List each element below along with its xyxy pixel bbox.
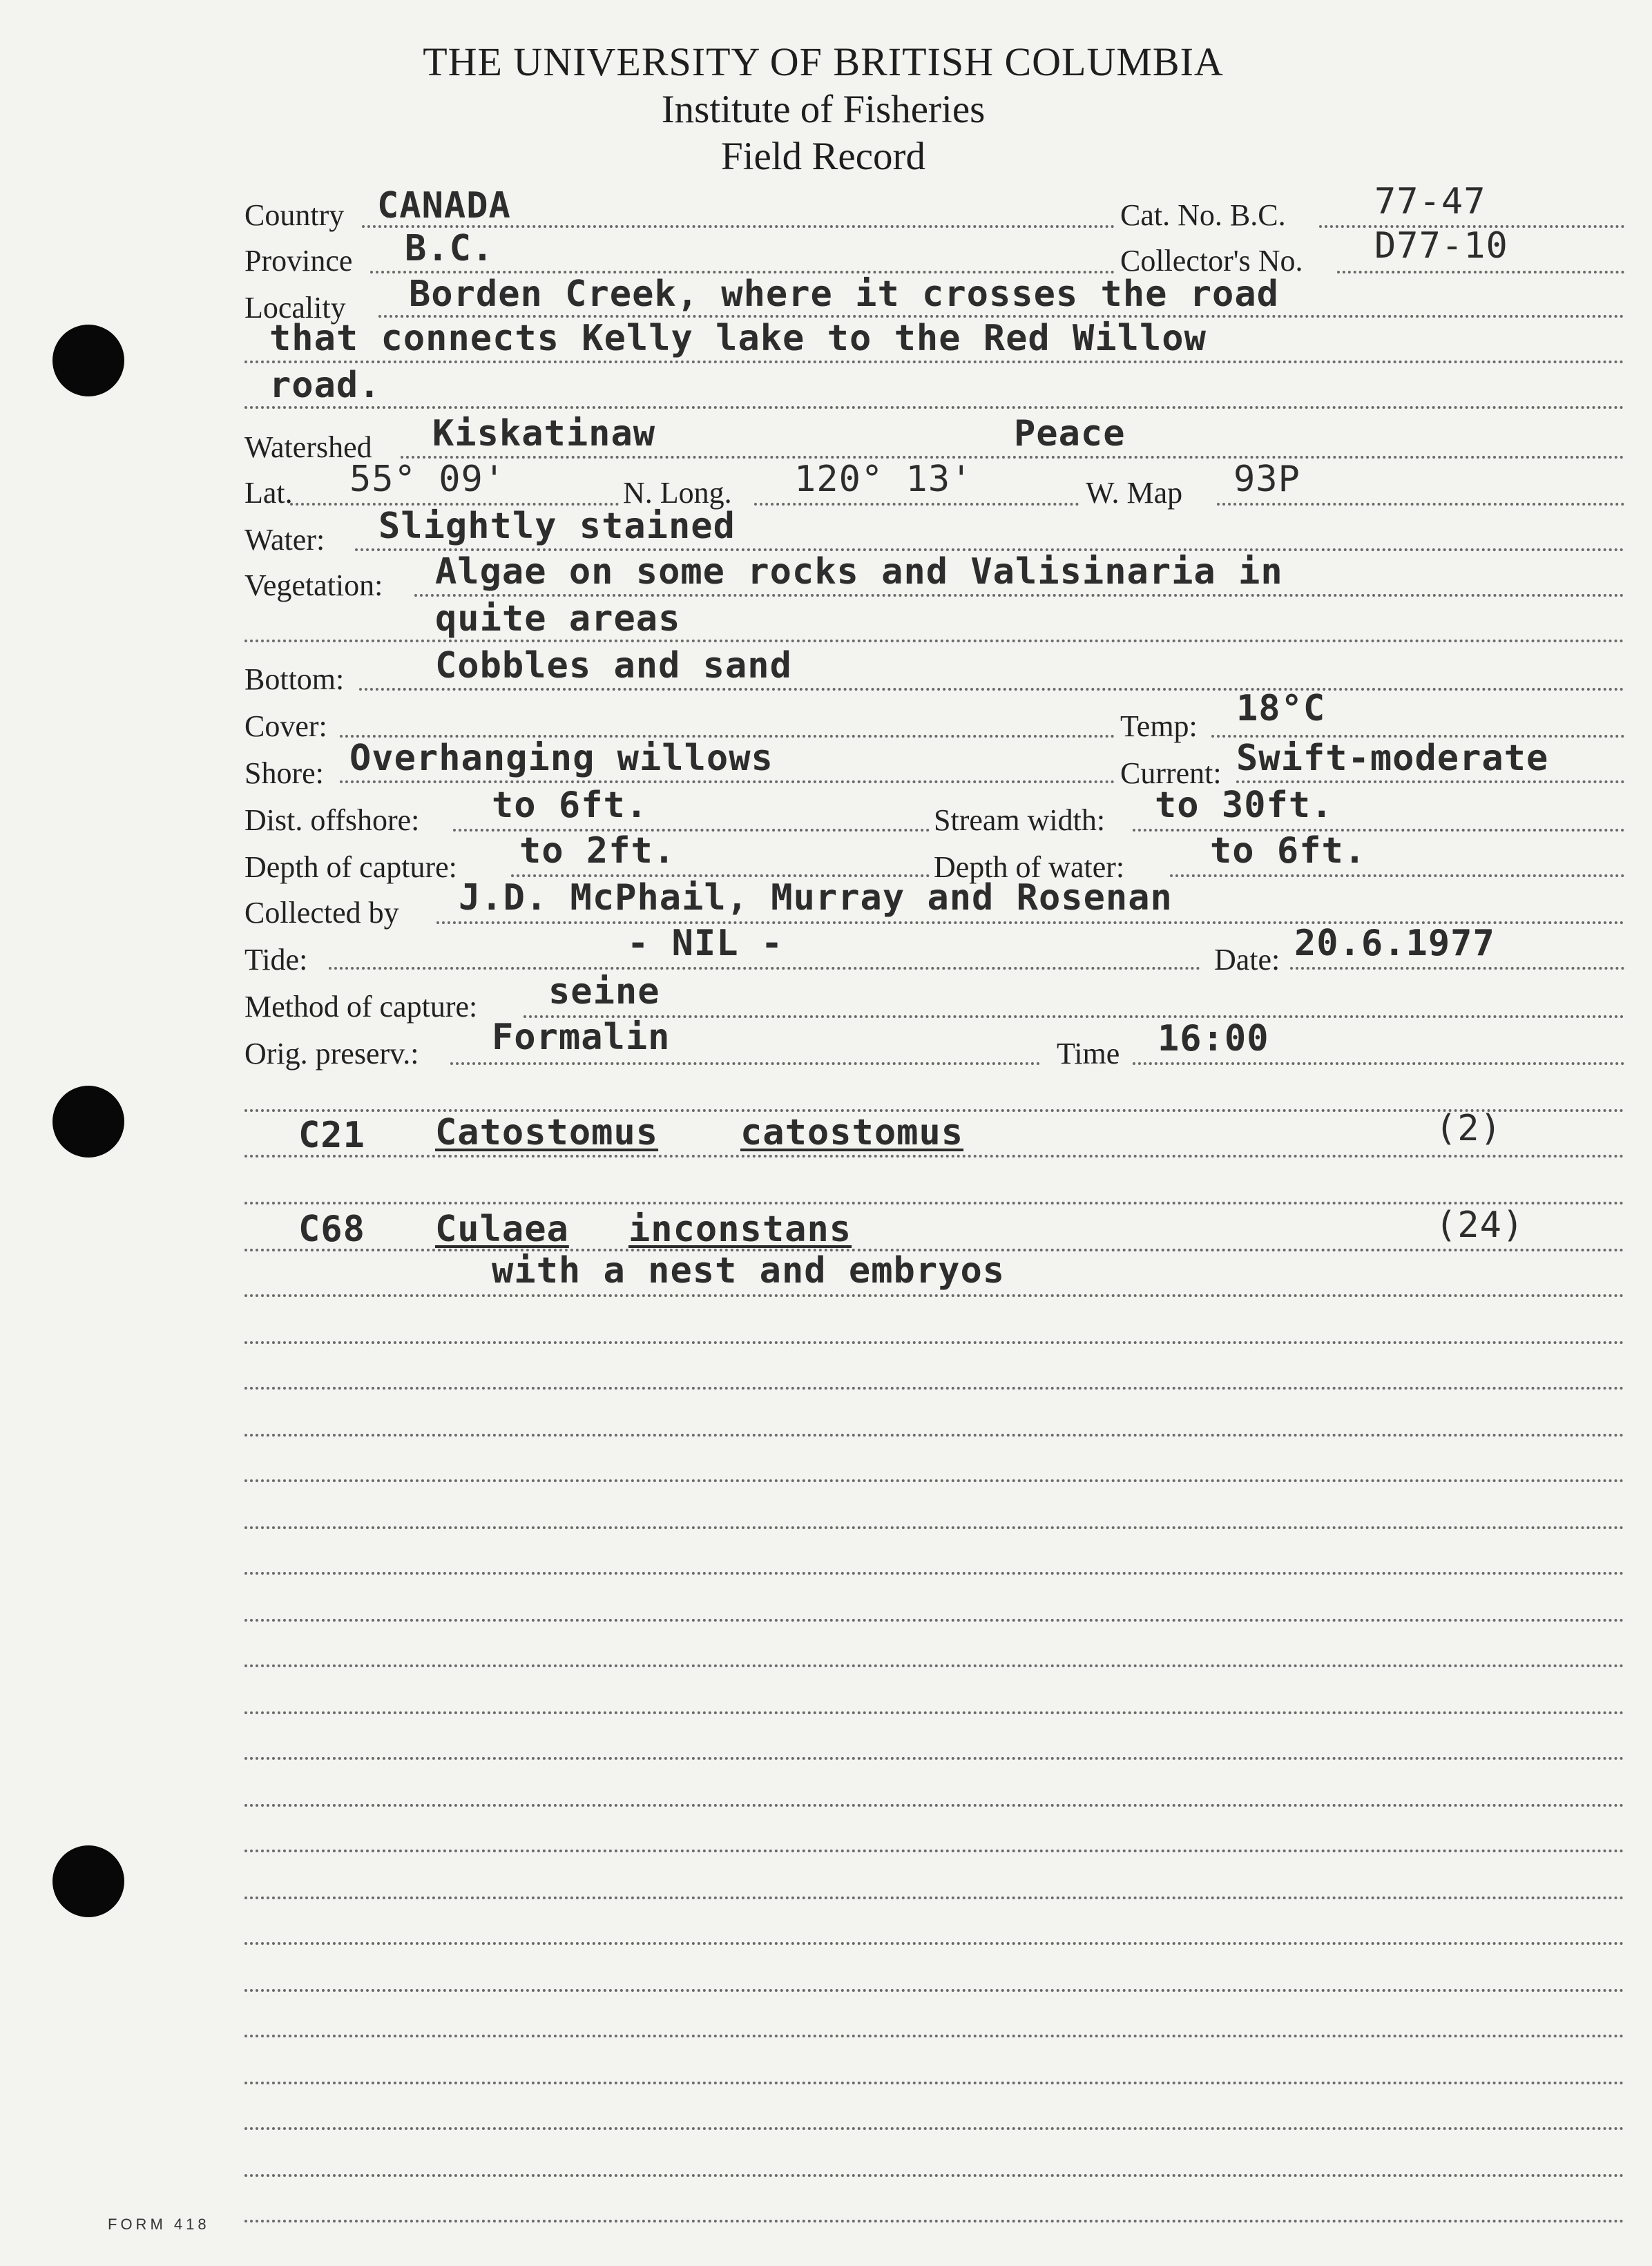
university-title: THE UNIVERSITY OF BRITISH COLUMBIA (423, 39, 1224, 84)
map-line (1217, 503, 1624, 506)
watershed-value-1: Kiskatinaw (432, 413, 656, 454)
locality-line-3 (244, 406, 1624, 409)
locality-value-3: road. (269, 365, 381, 406)
locality-line-2 (244, 361, 1624, 363)
ruled-line (244, 1202, 1624, 1204)
province-value: B.C. (405, 228, 494, 269)
province-label: Province (244, 244, 353, 278)
collector-no-label: Collector's No. (1120, 244, 1303, 278)
ruled-line (244, 2174, 1624, 2177)
ruled-line (244, 1989, 1624, 1992)
time-label: Time (1057, 1037, 1120, 1070)
temp-label: Temp: (1120, 709, 1198, 743)
ruled-line (244, 1804, 1624, 1807)
ruled-line (244, 1526, 1624, 1529)
species-epithet: catostomus (740, 1112, 964, 1153)
vegetation-line-2 (244, 640, 1624, 642)
cat-no-value: 77-47 (1374, 181, 1486, 222)
stream-width-line (1133, 829, 1624, 832)
form-number: FORM 418 (108, 2216, 210, 2233)
locality-label: Locality (244, 291, 346, 325)
collected-by-value: J.D. McPhail, Murray and Rosenan (459, 877, 1173, 919)
species-code: C21 (298, 1115, 365, 1156)
stream-width-value: to 30ft. (1155, 785, 1334, 826)
ruled-line (244, 1711, 1624, 1714)
bottom-label: Bottom: (244, 662, 345, 696)
country-value: CANADA (377, 185, 511, 227)
ruled-line (244, 1155, 1624, 1158)
w-map-label: W. Map (1086, 476, 1183, 510)
ruled-line (244, 1387, 1624, 1390)
vegetation-value-2: quite areas (435, 598, 681, 640)
ruled-line (244, 1942, 1624, 1945)
vegetation-line-1 (414, 594, 1624, 597)
map-value: 93P (1233, 459, 1300, 500)
shore-label: Shore: (244, 756, 324, 790)
species-count: (2) (1435, 1108, 1502, 1149)
ruled-line (244, 1664, 1624, 1667)
long-line (754, 503, 1079, 506)
orig-preserv-label: Orig. preserv.: (244, 1037, 419, 1070)
bottom-value: Cobbles and sand (435, 645, 792, 686)
lat-label: Lat. (244, 476, 293, 510)
vegetation-label: Vegetation: (244, 568, 383, 602)
temp-value: 18°C (1236, 688, 1326, 729)
ruled-line (244, 1341, 1624, 1344)
lat-value: 55° 09' (349, 459, 506, 500)
cover-label: Cover: (244, 709, 327, 743)
binder-hole-top (52, 325, 124, 396)
locality-value-2: that connects Kelly lake to the Red Willow (269, 318, 1207, 359)
species-code: C68 (298, 1209, 365, 1250)
time-value: 16:00 (1158, 1018, 1269, 1059)
ruled-line (244, 2127, 1624, 2130)
watershed-line (401, 456, 1624, 459)
ruled-line (244, 1757, 1624, 1760)
water-value: Slightly stained (378, 506, 736, 547)
bottom-line (359, 688, 1624, 691)
ruled-line (244, 1850, 1624, 1852)
species-epithet: inconstans (628, 1209, 852, 1250)
tide-value: - NIL - (627, 923, 784, 964)
dist-offshore-label: Dist. offshore: (244, 803, 420, 837)
shore-value: Overhanging willows (349, 738, 774, 779)
species-count: (24) (1435, 1204, 1525, 1246)
stream-width-label: Stream width: (934, 803, 1106, 837)
species-genus: Culaea (435, 1209, 569, 1250)
date-label: Date: (1214, 943, 1280, 977)
ruled-line (244, 1619, 1624, 1622)
watershed-label: Watershed (244, 430, 372, 464)
ruled-line (244, 2035, 1624, 2037)
collector-no-value: D77-10 (1374, 225, 1508, 267)
ruled-line (244, 1479, 1624, 1482)
orig-preserv-line (450, 1062, 1040, 1065)
dist-offshore-value: to 6ft. (492, 785, 649, 826)
time-line (1133, 1062, 1624, 1065)
current-line (1236, 780, 1624, 783)
locality-value-1: Borden Creek, where it crosses the road (409, 273, 1279, 315)
ruled-line (244, 1294, 1624, 1297)
country-label: Country (244, 198, 345, 232)
collected-by-label: Collected by (244, 896, 399, 930)
ruled-line (244, 2082, 1624, 2084)
depth-water-label: Depth of water: (934, 850, 1125, 884)
form-title: Field Record (720, 135, 926, 178)
method-line (524, 1015, 1624, 1018)
method-label: Method of capture: (244, 990, 478, 1024)
current-label: Current: (1120, 756, 1222, 790)
date-value: 20.6.1977 (1294, 923, 1495, 964)
tide-label: Tide: (244, 943, 308, 977)
method-value: seine (548, 971, 660, 1012)
n-long-label: N. Long. (623, 476, 732, 510)
shore-line (340, 780, 1115, 783)
ruled-line (244, 1434, 1624, 1437)
species-note: with a nest and embryos (492, 1250, 1006, 1292)
depth-capture-value: to 2ft. (519, 830, 676, 872)
depth-water-value: to 6ft. (1210, 830, 1367, 872)
vegetation-value-1: Algae on some rocks and Valisinaria in (435, 551, 1283, 593)
tide-line (329, 967, 1200, 970)
watershed-value-2: Peace (1014, 413, 1126, 454)
depth-capture-label: Depth of capture: (244, 850, 457, 884)
binder-hole-bottom (52, 1845, 124, 1917)
binder-hole-middle (52, 1086, 124, 1158)
water-label: Water: (244, 523, 325, 557)
species-genus: Catostomus (435, 1112, 659, 1153)
ruled-line (244, 1572, 1624, 1575)
collector-no-line (1337, 271, 1624, 273)
depth-water-line (1170, 874, 1624, 877)
cat-no-label: Cat. No. B.C. (1120, 198, 1286, 232)
orig-preserv-value: Formalin (492, 1017, 671, 1058)
ruled-line (244, 2220, 1624, 2222)
date-line (1290, 967, 1624, 970)
ruled-line (244, 1897, 1624, 1899)
current-value: Swift-moderate (1236, 738, 1549, 779)
long-value: 120° 13' (794, 459, 973, 500)
institute-title: Institute of Fisheries (661, 88, 986, 131)
